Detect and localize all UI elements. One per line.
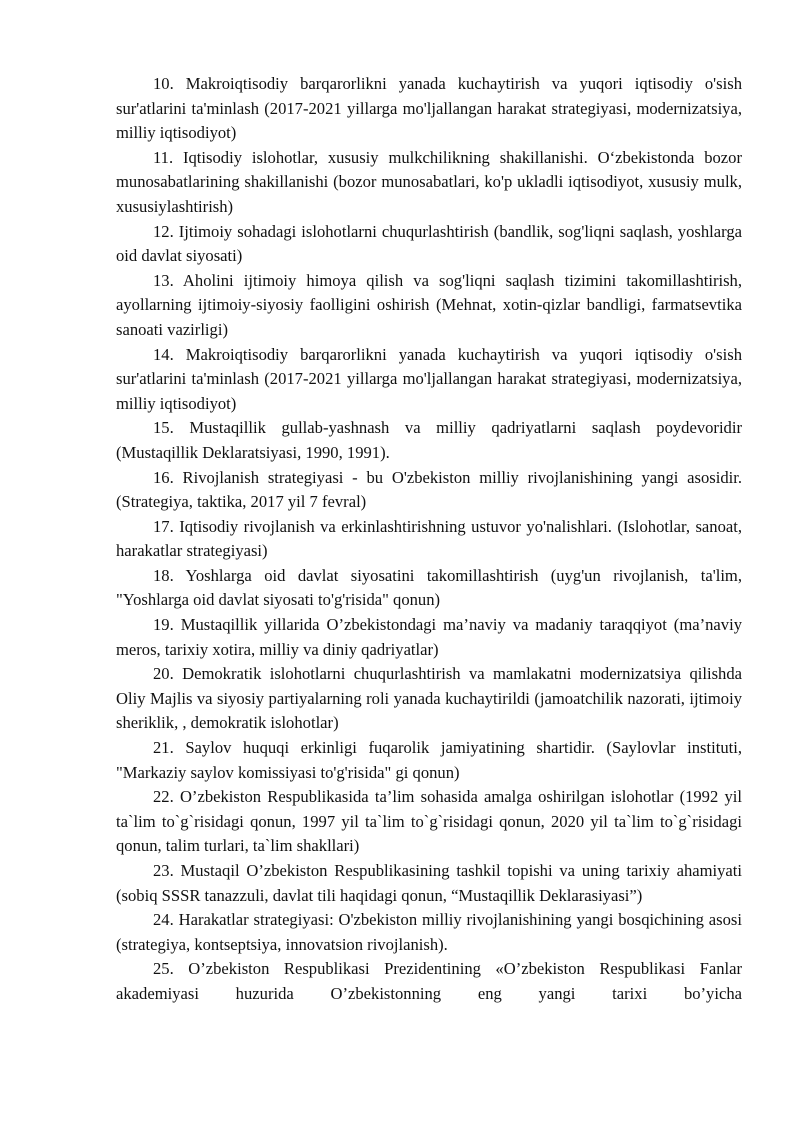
list-item: 15. Mustaqillik gullab-yashnash va milliy qadriyatlarni saqlash poydevoridir (Mustaqillik Deklaratsiyasi, 1990, 1991). bbox=[116, 418, 742, 462]
list-item: 11. Iqtisodiy islohotlar, xususiy mulkchilikning shakillanishi. O‘zbekistonda bozor munosabatlarining shakillanishi (bozor munosabatlari, ko'p ukladli iqtisodiyot, xususiy mulk, xususiylashtirish) bbox=[116, 147, 742, 216]
list-item: 22. O’zbekiston Respublikasida ta’lim sohasida amalga oshirilgan islohotlar (1992 yil ta`lim to`g`risidagi qonun, 1997 yil ta`lim to`g`risidagi qonun, 2020 yil ta`lim to`g`risidagi qonun, talim turlari, ta`lim shakllari) bbox=[116, 787, 742, 856]
list-item: 21. Saylov huquqi erkinligi fuqarolik jamiyatining shartidir. (Saylovlar instituti, "Markaziy saylov komissiyasi to'g'risida" gi qonun) bbox=[116, 738, 742, 782]
list-item: 23. Mustaqil O’zbekiston Respublikasining tashkil topishi va uning tarixiy ahamiyati (sobiq SSSR tanazzuli, davlat tili haqidagi qonun, “Mustaqillik Deklarasiyasi”) bbox=[116, 861, 742, 905]
list-item: 20. Demokratik islohotlarni chuqurlashtirish va mamlakatni modernizatsiya qilishda Oliy Majlis va siyosiy partiyalarning roli yanada kuchaytirildi (jamoatchilik nazorati, ijtimoiy sheriklik, , demokratik islohotlar) bbox=[116, 664, 742, 733]
list-item: 14. Makroiqtisodiy barqarorlikni yanada kuchaytirish va yuqori iqtisodiy o'sish sur'atlarini ta'minlash (2017-2021 yillarga mo'ljallangan harakat strategiyasi, modernizatsiya, milliy iqtisodiyot) bbox=[116, 344, 742, 413]
list-item: 19. Mustaqillik yillarida O’zbekistondagi ma’naviy va madaniy taraqqiyot (ma’naviy meros, tarixiy xotira, milliy va diniy qadriyatlar) bbox=[116, 615, 742, 659]
document-page bbox=[116, 72, 742, 1007]
list-item: 24. Harakatlar strategiyasi: O'zbekiston milliy rivojlanishining yangi bosqichining asosi (strategiya, kontseptsiya, innovatsion rivojlanish). bbox=[116, 910, 742, 954]
list-item: 18. Yoshlarga oid davlat siyosatini takomillashtirish (uyg'un rivojlanish, ta'lim, "Yoshlarga oid davlat siyosati to'g'risida" qonun) bbox=[116, 565, 742, 610]
list-item: 12. Ijtimoiy sohadagi islohotlarni chuqurlashtirish (bandlik, sog'liqni saqlash, yoshlarga oid davlat siyosati) bbox=[116, 221, 742, 266]
list-item: 13. Aholini ijtimoiy himoya qilish va sog'liqni saqlash tizimini takomillashtirish, ayollarning ijtimoiy-siyosiy faolligini oshirish (Mehnat, xotin-qizlar bandligi, farmatsevtika sanoati vazirligi) bbox=[116, 270, 742, 339]
list-item: 25. O’zbekiston Respublikasi Prezidentining «O’zbekiston Respublikasi Fanlar akademiyasi huzurida O’zbekistonning eng yangi tarixi bo’yicha bbox=[116, 959, 742, 1003]
list-item: 10. Makroiqtisodiy barqarorlikni yanada kuchaytirish va yuqori iqtisodiy o'sish sur'atlarini ta'minlash (2017-2021 yillarga mo'ljallangan harakat strategiyasi, modernizatsiya, milliy iqtisodiyot) bbox=[116, 74, 742, 143]
list-item: 16. Rivojlanish strategiyasi - bu O'zbekiston milliy rivojlanishining yangi asosidir. (Strategiya, taktika, 2017 yil 7 fevral) bbox=[116, 467, 742, 512]
list-item: 17. Iqtisodiy rivojlanish va erkinlashtirishning ustuvor yo'nalishlari. (Islohotlar, sanoat, harakatlar strategiyasi) bbox=[116, 516, 742, 561]
